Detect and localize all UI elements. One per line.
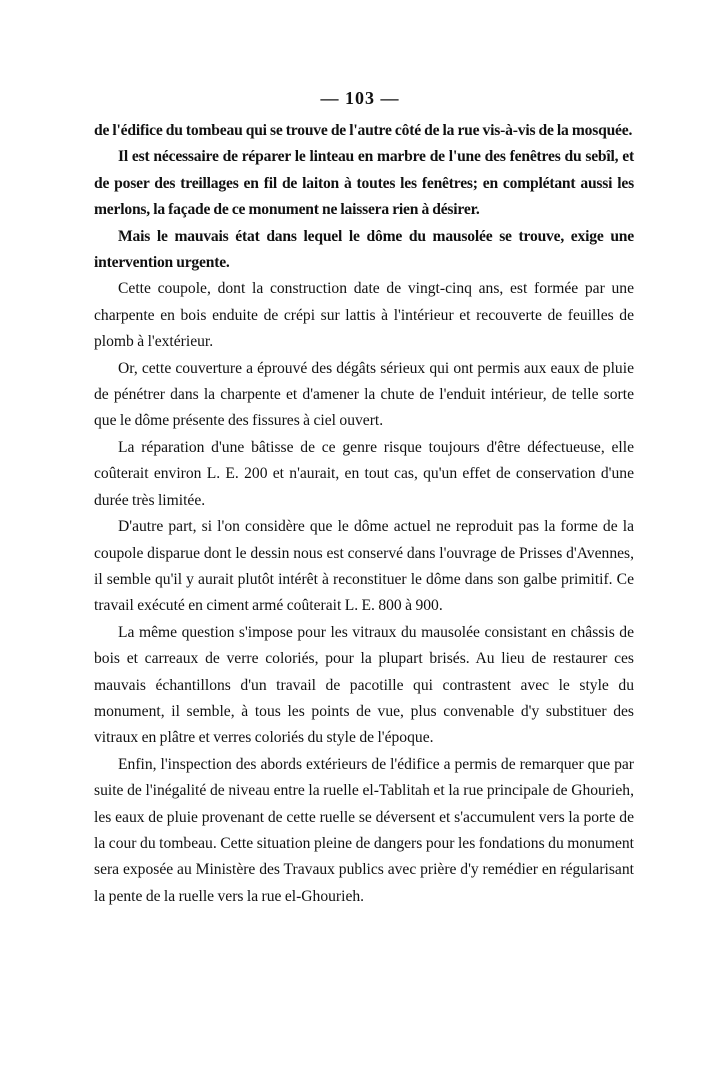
- paragraph-1: de l'édifice du tombeau qui se trouve de l'autre côté de la rue vis-à-vis de la mosquée.: [94, 122, 633, 139]
- paragraph-2: Il est nécessaire de réparer le linteau en marbre de l'une des fenêtres du sebîl, et de poser des treillages en fil de laiton à toutes les fenêtres; en complétant aussi les merlons, la façade de ce monument ne laissera rien à désirer.: [94, 148, 634, 219]
- page-number-header: — 103 —: [320, 88, 400, 108]
- paragraph-9: Enfin, l'inspection des abords extérieurs de l'édifice a permis de remarquer que par suite de l'inégalité de niveau entre la ruelle el-Tablitah et la rue principale de Ghourieh, les eaux de pluie provenant de cette ruelle se déversent et s'accumulent vers la porte de la cour du tombeau. Cette situation pleine de dangers pour les fondations du monument sera exposée au Ministère des Travaux publics avec prière d'y remédier en régularisant la pente de la ruelle vers la rue el-Ghourieh.: [94, 755, 634, 905]
- paragraph-7: D'autre part, si l'on considère que le dôme actuel ne reproduit pas la forme de la coupole disparue dont le dessin nous est conservé dans l'ouvrage de Prisses d'Avennes, il semble qu'il y aurait plutôt intérêt à reconstituer le dôme dans son galbe primitif. Ce travail exécuté en ciment armé coûterait L. E. 800 à 900.: [94, 518, 634, 615]
- paragraph-3: Mais le mauvais état dans lequel le dôme du mausolée se trouve, exige une intervention urgente.: [94, 227, 634, 272]
- paragraph-4: Cette coupole, dont la construction date de vingt-cinq ans, est formée par une charpente en bois enduite de crépi sur lattis à l'intérieur et recouverte de feuilles de plomb à l'extérieur.: [94, 280, 634, 351]
- paragraph-6: La réparation d'une bâtisse de ce genre risque toujours d'être défectueuse, elle coûterait environ L. E. 200 et n'aurait, en tout cas, qu'un effet de conservation d'une durée très limitée.: [94, 438, 634, 509]
- paragraph-5: Or, cette couverture a éprouvé des dégâts sérieux qui ont permis aux eaux de pluie de pénétrer dans la charpente et d'amener la chute de l'enduit intérieur, de telle sorte que le dôme présente des fissures à ciel ouvert.: [94, 359, 634, 430]
- paragraph-8: La même question s'impose pour les vitraux du mausolée consistant en châssis de bois et carreaux de verre coloriés, pour la plupart brisés. Au lieu de restaurer ces mauvais échantillons d'un travail de pacotille qui contrastent avec le style du monument, il semble, à tous les points de vue, plus convenable d'y substituer des vitraux en plâtre et verres coloriés du style de l'époque.: [94, 623, 634, 747]
- text-body: [94, 118, 634, 910]
